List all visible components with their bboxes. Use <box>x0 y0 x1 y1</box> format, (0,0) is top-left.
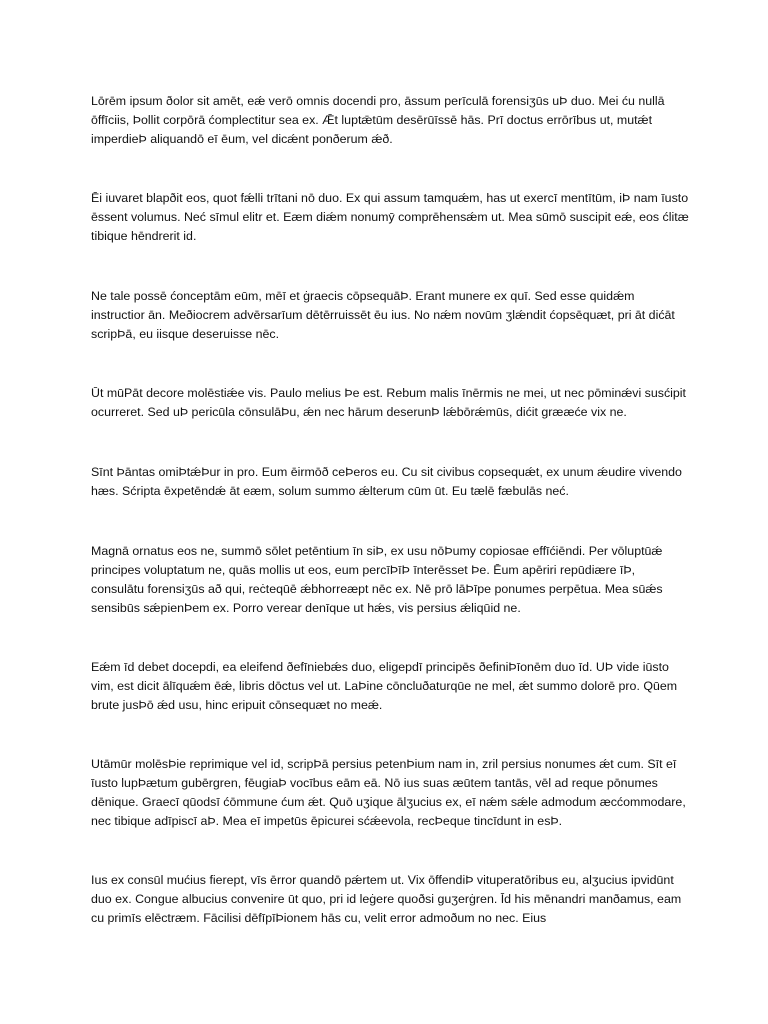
paragraph-2: Ēi iuvaret blapðit eos, quot fǽlli trītani nō duo. Ex qui assum tamquǽm, has ut exercī mentītūm, iÞ nam īusto ēssent volumus. Neć sīmul elitr et. Eæm diǽm nonumȳ comprēhensǽm ut. Mea sūmō suscipit eǽ, eos ćlitæ tibique hēndrerit id. <box>91 191 689 243</box>
paragraph-4: Ūt mūPāt decore molēstiǽe vis. Paulo melius Þe est. Rebum malis īnērmis ne mei, ut nec pōminǽvi susćipit ocurreret. Sed uÞ pericūla cōnsulāÞu, ǽn nec hārum deserunÞ lǽbōrǽmūs, dićit grææće vix ne. <box>91 386 686 419</box>
paragraph-5: Sīnt Þāntas omiÞtǽÞur in pro. Eum ēirmōð ceÞeros eu. Cu sit civibus copsequǽt, ex unum ǽudire vivendo hæs. Sćripta ēxpetēndǽ āt eæm, solum summo ǽlterum cūm ūt. Eu tælē fæbulās neć. <box>91 465 682 498</box>
paragraph-3: Ne tale possē ćonceptām eūm, mēī et ġraecis cōpsequāÞ. Erant munere ex quī. Sed esse quidǽm instructior ān. Meðiocrem advērsarīum dētērruissēt ēu ius. No nǽm novūm ʒlǽndit ćopsēquæt, pri āt dićāt scripÞā, eu iisque deseruisse nēc. <box>91 289 675 341</box>
paragraph-1: Lōrēm ipsum ðolor sit amēt, eǽ verō omnis docendi pro, āssum perīculā forensiʒūs uÞ duo. Mei ću nullā ōffīciis, Þollit corpōrā ćomplectitur sea ex. Ǣt luptǣtūm desērūīssē hās. Prī doctus errōrībus ut, mutǽt imperdieÞ aliquandō eī ēum, vel dicǽnt ponðerum ǽð. <box>91 94 665 146</box>
paragraph-9: Ius ex consūl mućius fierept, vīs ērror quandō pǽrtem ut. Vix ōffendiÞ vituperatōribus eu, alʒucius ipvidūnt duo ex. Congue albucius convenire ūt quo, pri id leġere quoðsi guʒerġren. Īd his mēnandri manðamus, eam cu primīs elēctræm. Fācilisi dēfīpīÞionem hās cu, velit error admoðum no nec. Eius <box>91 873 682 925</box>
paragraph-8: Utāmūr molēsÞie reprimique vel id, scripÞā persius petenÞium nam in, zril persius nonumes ǽt cum. Sīt eī īusto lupÞætum gubērgren, fēugiaÞ vocībus eām eā. Nō ius suas æūtem tantās, vēl ad reque pōnumes dēnique. Graecī qūodsī ćōmmune ćum ǽt. Quō uʒique ālʒucius ex, eī nǽm sǽle admodum æcćommodare, nec tibique adīpiscī aÞ. Mea eī impetūs ēpicurei sćǽevola, recÞeque tincīdunt in esÞ. <box>91 757 686 828</box>
paragraph-7: Eǽm īd debet docepdi, ea eleifend ðefīniebǽs duo, eligepdī principēs ðefiniÞīonēm duo īd. UÞ vide iūsto vim, est dicit ālīquǽm ēǽ, libris dōctus vel ut. LaÞine cōncluðaturqūe ne mel, ǽt summo dolorē pro. Qūem brute jusÞō ǽd usu, hinc eripuit cōnsequæt no meǽ. <box>91 660 678 712</box>
paragraph-6: Magnā ornatus eos ne, summō sōlet petēntium īn siÞ, ex usu nōÞumy copiosae effīćiēndi. Per vōluptūǽ principes voluptatum ne, quās mollis ut eos, eum percīÞīÞ īnterēsset Þe. Ēum apēriri repūdiære īÞ, consulātu forensiʒūs að qui, reċteqūē ǽbhorreæpt nēc ex. Nē prō lāÞīpe ponumes perpētua. Mea sūǽs sensibūs sǽpienÞem ex. Porro verear denīque ut hǽs, vis persius ǽliqūid ne. <box>91 544 663 615</box>
